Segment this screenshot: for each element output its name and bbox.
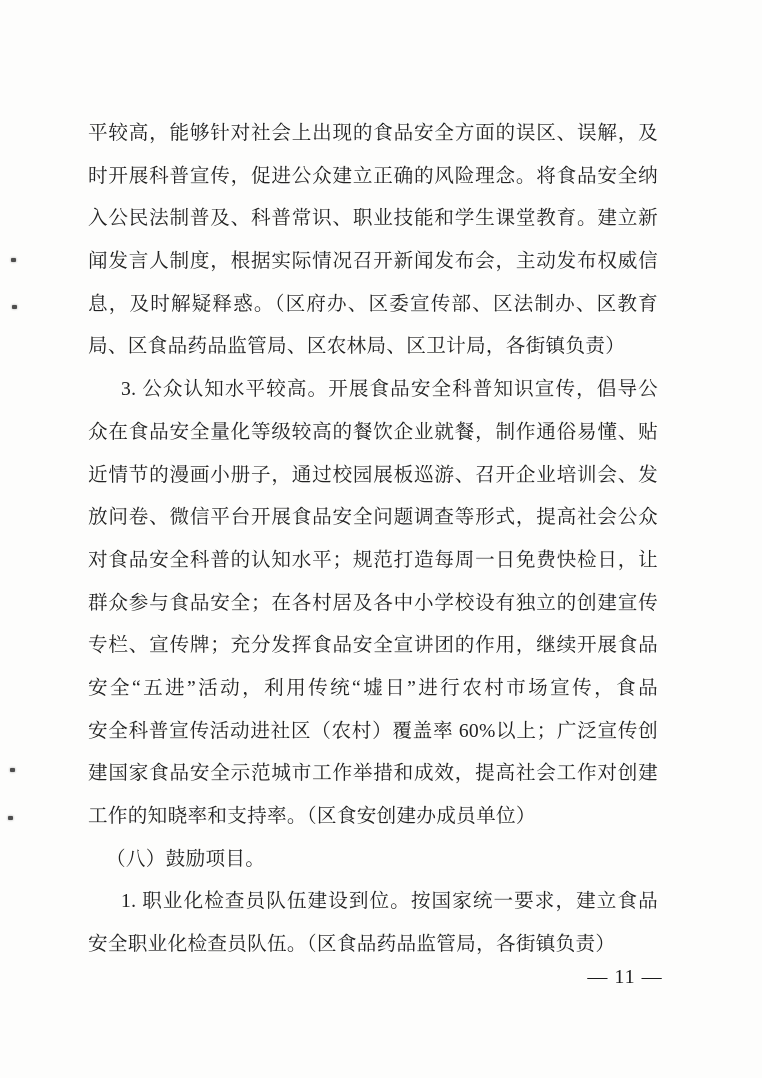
text-line: 工作的知晓率和支持率。（区食安创建办成员单位） [88,806,536,827]
text-line: 平较高，能够针对社会上出现的食品安全方面的误区、误解，及 [88,123,658,144]
text-line: （八）鼓励项目。 [106,848,266,870]
text-line: 局、区食品药品监管局、区农林局、区卫计局，各街镇负责） [88,336,626,358]
text-line: 安全职业化检查员队伍。（区食品药品监管局，各街镇负责） [88,934,616,956]
scan-mark [11,258,16,262]
scan-mark [10,768,15,772]
scan-mark [12,305,17,309]
text-line: 入公民法制普及、科普常识、职业技能和学生课堂教育。建立新 [88,208,658,230]
text-line: 安全“五进”活动，利用传统“墟日”进行农村市场宣传，食品 [88,677,658,699]
text-line: 群众参与食品安全；在各村居及各中小学校设有独立的创建宣传 [88,592,658,614]
text-line: 近情节的漫画小册子，通过校园展板巡游、召开企业培训会、发 [88,464,658,486]
page-number: — 11 — [587,966,663,988]
scan-mark [8,816,13,820]
text-line: 建国家食品安全示范城市工作举措和成效，提高社会工作对创建 [88,763,658,785]
text-line: 对食品安全科普的认知水平；规范打造每周一日免费快检日，让 [88,549,658,571]
text-line: 1. 职业化检查员队伍建设到位。按国家统一要求，建立食品 [121,891,658,913]
text-line: 放问卷、微信平台开展食品安全问题调查等形式，提高社会公众 [88,507,658,529]
text-line: 3. 公众认知水平较高。开展食品安全科普知识宣传，倡导公 [121,379,658,401]
body-text [88,113,658,967]
text-line: 时开展科普宣传，促进公众建立正确的风险理念。将食品安全纳 [88,165,658,187]
text-line: 息，及时解疑释惑。（区府办、区委宣传部、区法制办、区教育 [88,293,658,315]
text-line: 闻发言人制度，根据实际情况召开新闻发布会，主动发布权威信 [88,251,658,273]
text-line: 众在食品安全量化等级较高的餐饮企业就餐，制作通俗易懂、贴 [88,421,658,443]
text-line: 专栏、宣传牌；充分发挥食品安全宣讲团的作用，继续开展食品 [88,635,658,657]
text-line: 安全科普宣传活动进社区（农村）覆盖率 60%以上；广泛宣传创 [88,720,658,742]
